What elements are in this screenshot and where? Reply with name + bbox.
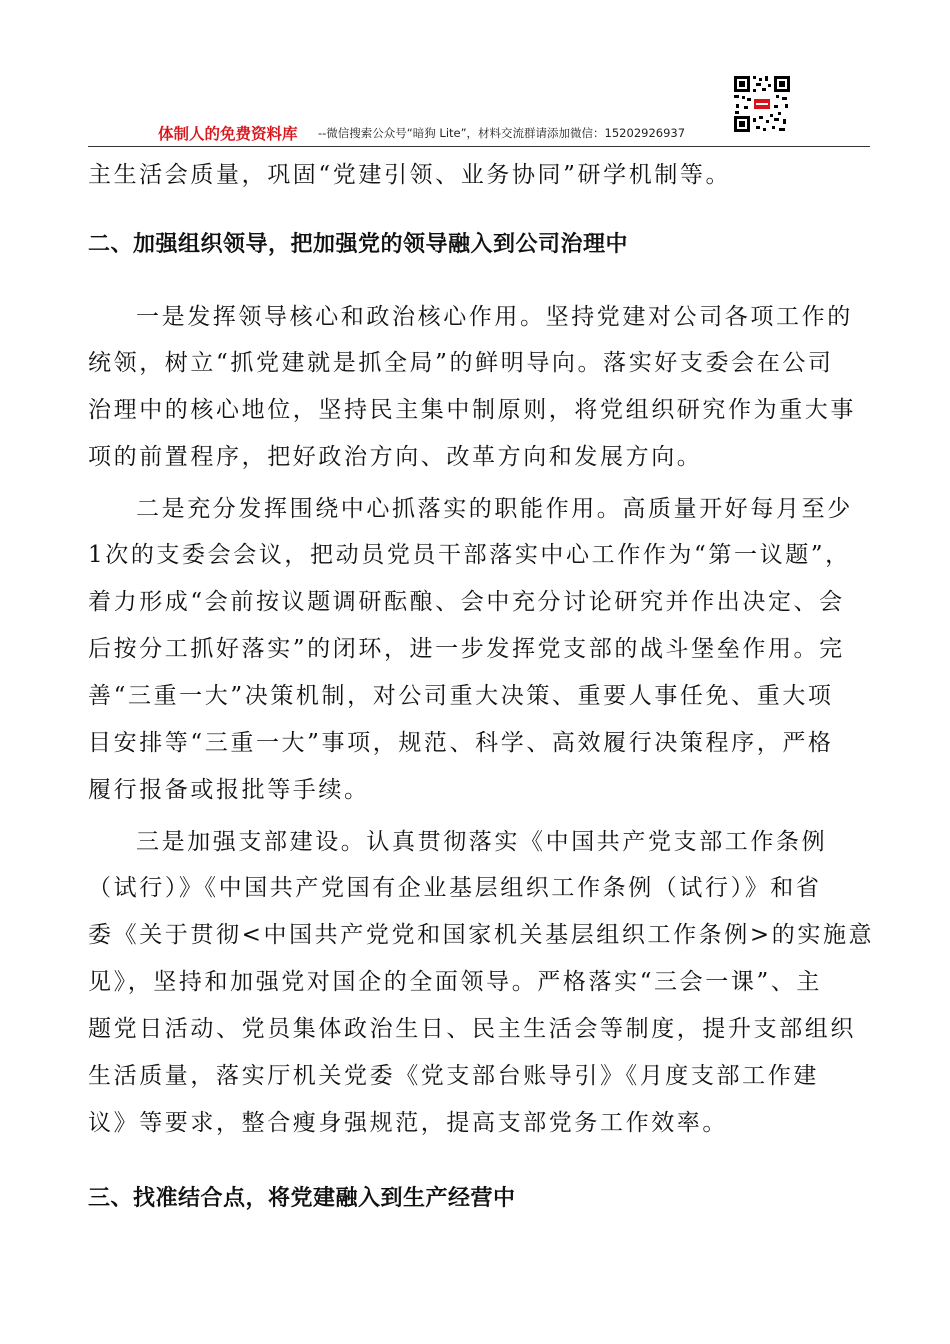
body-line: 委《关于贯彻<中国共产党党和国家机关基层组织工作条例>的实施意: [88, 922, 875, 948]
body-line: 目安排等“三重一大”事项，规范、科学、高效履行决策程序，严格: [88, 730, 834, 756]
header-brand: 体制人的免费资料库: [158, 125, 298, 143]
body-line: （试行）》《中国共产党国有企业基层组织工作条例（试行）》和省: [88, 875, 822, 901]
body-line: 三是加强支部建设。认真贯彻落实《中国共产党支部工作条例: [136, 829, 828, 855]
body-line: 着力形成“会前按议题调研酝酿、会中充分讨论研究并作出决定、会: [88, 589, 845, 615]
section-heading: 二、加强组织领导，把加强党的领导融入到公司治理中: [88, 232, 629, 257]
body-line: 履行报备或报批等手续。: [88, 777, 370, 803]
body-line: 一是发挥领导核心和政治核心作用。坚持党建对公司各项工作的: [136, 304, 853, 330]
body-line: 后按分工抓好落实”的闭环，进一步发挥党支部的战斗堡垒作用。完: [88, 636, 845, 662]
header-note: --微信搜索公众号“暗狗 Lite”，材料交流群请添加微信：15202926937: [318, 126, 686, 140]
body-line: 题党日活动、党员集体政治生日、民主生活会等制度，提升支部组织: [88, 1016, 856, 1042]
document-header: [88, 118, 870, 148]
section-heading: 三、找准结合点，将党建融入到生产经营中: [88, 1186, 516, 1211]
body-line: 主生活会质量，巩固“党建引领、业务协同”研学机制等。: [88, 162, 732, 188]
body-line: 议》等要求，整合瘦身强规范，提高支部党务工作效率。: [88, 1110, 728, 1136]
body-line: 项的前置程序，把好政治方向、改革方向和发展方向。: [88, 444, 703, 470]
body-line: 治理中的核心地位，坚持民主集中制原则，将党组织研究作为重大事: [88, 397, 856, 423]
header-divider: [88, 146, 870, 147]
body-line: 善“三重一大”决策机制，对公司重大决策、重要人事任免、重大项: [88, 683, 834, 709]
body-line: 统领，树立“抓党建就是抓全局”的鲜明导向。落实好支委会在公司: [88, 350, 834, 376]
body-line: 二是充分发挥围绕中心抓落实的职能作用。高质量开好每月至少: [136, 496, 853, 522]
body-line: 生活质量，落实厅机关党委《党支部台账导引》《月度支部工作建: [88, 1063, 819, 1089]
body-line: 1次的支委会会议，把动员党员干部落实中心工作作为“第一议题”，: [88, 542, 851, 568]
body-line: 见》，坚持和加强党对国企的全面领导。严格落实“三会一课”、主: [88, 969, 823, 995]
